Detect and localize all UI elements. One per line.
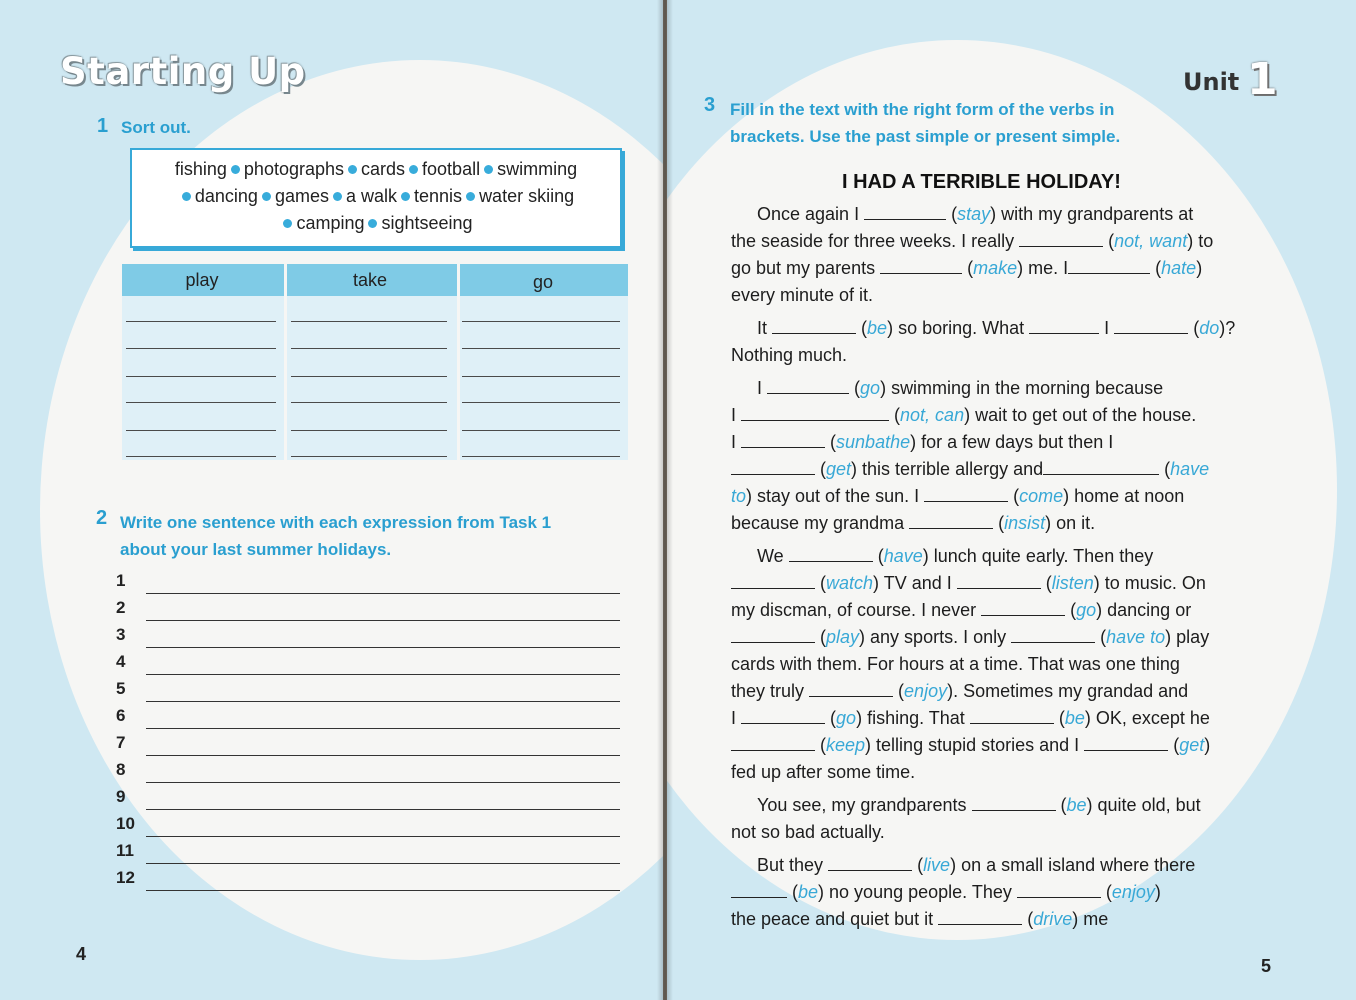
- verb-hint: live: [923, 855, 951, 875]
- answer-line[interactable]: [146, 647, 620, 648]
- column-header-take: take: [352, 270, 388, 290]
- answer-line-number: 3: [116, 625, 126, 644]
- book-gutter: [657, 0, 673, 1000]
- unit-number: 1: [1247, 54, 1278, 105]
- word-item: football: [422, 159, 481, 179]
- verb-hint: to: [731, 486, 747, 506]
- story-text: [731, 201, 1261, 939]
- table-answer-line[interactable]: [291, 402, 447, 403]
- table-answer-line[interactable]: [126, 456, 276, 457]
- verb-hint: get: [1179, 735, 1205, 755]
- answer-line[interactable]: [146, 836, 620, 837]
- story-paragraph-3: I (go) swimming in the morning because I (not, can) wait to get out of the house. I (sunbathe) for a few days but then I (get) this terrible allergy and (have to) stay out of the sun. I (come) home at noon because my grandma (insist) on it.: [731, 378, 1210, 533]
- task1-number: 1: [97, 115, 109, 137]
- story-paragraph-4: We (have) lunch quite early. Then they (watch) TV and I (listen) to music. On my discman, of course. I never (go) dancing or (play) any sports. I only (have to) play cards with them. For hours at a time. That was one thing they truly (enjoy). Sometimes my grandad and I (go) fishing. That (be) OK, except he (keep) telling stupid stories and I (get) fed up after some time.: [731, 546, 1211, 782]
- story-paragraph-2: It (be) so boring. What I (do)? Nothing much.: [731, 318, 1236, 365]
- verb-hint: go: [1076, 600, 1097, 620]
- table-answer-line[interactable]: [462, 402, 620, 403]
- answer-blank[interactable]: [957, 573, 1041, 589]
- answer-blank[interactable]: [1068, 258, 1150, 274]
- bullet-icon: [283, 219, 292, 228]
- verb-hint: do: [1199, 318, 1220, 338]
- verb-hint: listen: [1051, 573, 1094, 593]
- answer-blank[interactable]: [731, 573, 815, 589]
- bullet-icon: [409, 165, 418, 174]
- table-answer-line[interactable]: [126, 321, 276, 322]
- table-answer-line[interactable]: [462, 456, 620, 457]
- verb-hint: keep: [826, 735, 866, 755]
- word-item: games: [274, 186, 329, 206]
- verb-hint: go: [860, 378, 881, 398]
- task2-instruction-line-1: Write one sentence with each expression from Task 1: [120, 513, 552, 532]
- verb-hint: have to: [1106, 627, 1166, 647]
- verb-hint: enjoy: [904, 681, 948, 701]
- answer-line-number: 9: [116, 787, 126, 806]
- story-paragraph-6: But they (live) on a small island where there (be) no young people. They (enjoy) the peace and quiet but it (drive) me: [731, 855, 1196, 929]
- bullet-icon: [368, 219, 377, 228]
- verb-hint: stay: [957, 204, 991, 224]
- verb-hint: get: [826, 459, 852, 479]
- word-item: water skiing: [479, 186, 575, 206]
- task3-instruction-line-2: brackets. Use the past simple or present simple.: [730, 127, 1121, 146]
- answer-blank[interactable]: [767, 378, 849, 394]
- verb-hint: be: [1064, 708, 1085, 728]
- answer-blank[interactable]: [731, 459, 815, 475]
- answer-line-number: 5: [116, 679, 126, 698]
- answer-line[interactable]: [146, 809, 620, 810]
- answer-blank[interactable]: [1043, 459, 1159, 475]
- table-answer-line[interactable]: [126, 376, 276, 377]
- table-answer-line[interactable]: [462, 348, 620, 349]
- table-answer-line[interactable]: [462, 321, 620, 322]
- answer-line-number: 11: [116, 841, 134, 860]
- answer-blank[interactable]: [772, 318, 856, 334]
- answer-blank[interactable]: [909, 513, 993, 529]
- verb-hint: not, can: [900, 405, 965, 425]
- word-item: sightseeing: [381, 213, 473, 233]
- answer-blank[interactable]: [924, 486, 1008, 502]
- answer-blank[interactable]: [1029, 318, 1099, 334]
- bullet-icon: [182, 192, 191, 201]
- verb-hint: have: [883, 546, 923, 566]
- bullet-icon: [466, 192, 475, 201]
- answer-blank[interactable]: [809, 681, 893, 697]
- answer-blank[interactable]: [1011, 627, 1095, 643]
- answer-line-number: 12: [116, 868, 135, 887]
- table-answer-line[interactable]: [291, 321, 447, 322]
- bullet-icon: [484, 165, 493, 174]
- task3-instruction-line-1: Fill in the text with the right form of the verbs in: [730, 100, 1115, 119]
- table-answer-line[interactable]: [126, 430, 276, 431]
- verb-hint: hate: [1161, 258, 1197, 278]
- verb-hint: be: [1066, 795, 1087, 815]
- answer-blank[interactable]: [972, 795, 1056, 811]
- answer-line-number: 6: [116, 706, 126, 725]
- verb-hint: enjoy: [1111, 882, 1155, 902]
- verb-hint: not, want: [1114, 231, 1188, 251]
- answer-blank[interactable]: [1019, 231, 1103, 247]
- answer-line[interactable]: [146, 890, 620, 891]
- bullet-icon: [348, 165, 357, 174]
- answer-blank[interactable]: [1084, 735, 1168, 751]
- answer-blank[interactable]: [1017, 882, 1101, 898]
- word-item: camping: [296, 213, 365, 233]
- verb-hint: be: [798, 882, 819, 902]
- column-header-play: play: [185, 270, 219, 290]
- answer-line-number: 2: [116, 598, 126, 617]
- word-line-1: [138, 156, 614, 183]
- answer-blank[interactable]: [981, 600, 1065, 616]
- answer-blank[interactable]: [880, 258, 962, 274]
- verb-hint: go: [836, 708, 857, 728]
- answer-blank[interactable]: [731, 882, 787, 898]
- table-answer-line[interactable]: [291, 430, 447, 431]
- answer-line-number: 8: [116, 760, 126, 779]
- word-item: swimming: [497, 159, 578, 179]
- answer-line[interactable]: [146, 755, 620, 756]
- verb-hint: watch: [826, 573, 874, 593]
- answer-line-number: 10: [116, 814, 135, 833]
- answer-line[interactable]: [146, 593, 620, 594]
- answer-blank[interactable]: [1114, 318, 1188, 334]
- word-item: photographs: [243, 159, 345, 179]
- answer-blank[interactable]: [741, 432, 825, 448]
- task2-number: 2: [96, 507, 108, 529]
- task3-number: 3: [704, 94, 716, 116]
- answer-blank[interactable]: [731, 627, 815, 643]
- verb-hint: drive: [1033, 909, 1073, 929]
- verb-hint: insist: [1004, 513, 1046, 533]
- task1-instruction: Sort out.: [121, 118, 191, 137]
- answer-blank[interactable]: [741, 405, 889, 421]
- word-item: fishing: [174, 159, 227, 179]
- verb-hint: come: [1019, 486, 1064, 506]
- bullet-icon: [401, 192, 410, 201]
- word-box: [130, 148, 622, 248]
- column-header-go: go: [532, 272, 554, 292]
- table-answer-line[interactable]: [291, 376, 447, 377]
- answer-blank[interactable]: [938, 909, 1022, 925]
- verb-hint: sunbathe: [836, 432, 911, 452]
- answer-blank[interactable]: [741, 708, 825, 724]
- word-item: a walk: [345, 186, 398, 206]
- answer-blank[interactable]: [789, 546, 873, 562]
- word-line-3: [138, 210, 614, 237]
- word-item: tennis: [414, 186, 463, 206]
- story-paragraph-1: Once again I (stay) with my grandparents at the seaside for three weeks. I really (not, want) to go but my parents (make) me. I (hate) every minute of it.: [731, 204, 1214, 305]
- answer-line[interactable]: [146, 620, 620, 621]
- word-line-2: [138, 183, 614, 210]
- table-answer-line[interactable]: [126, 348, 276, 349]
- bullet-icon: [333, 192, 342, 201]
- verb-hint: play: [826, 627, 860, 647]
- table-answer-line[interactable]: [291, 348, 447, 349]
- sort-table: [122, 264, 628, 460]
- table-answer-line[interactable]: [291, 456, 447, 457]
- table-answer-line[interactable]: [126, 402, 276, 403]
- bullet-icon: [262, 192, 271, 201]
- answer-blank[interactable]: [828, 855, 912, 871]
- unit-label: Unit: [1183, 68, 1240, 96]
- answer-line-number: 1: [116, 571, 126, 590]
- task2-instruction-line-2: about your last summer holidays.: [120, 540, 392, 559]
- answer-line-number: 4: [116, 652, 126, 671]
- answer-blank[interactable]: [970, 708, 1054, 724]
- answer-blank[interactable]: [731, 735, 815, 751]
- table-answer-line[interactable]: [462, 430, 620, 431]
- page-number-left: 4: [76, 944, 87, 964]
- word-item: dancing: [194, 186, 258, 206]
- word-box-content: [138, 156, 614, 237]
- story-paragraph-5: You see, my grandparents (be) quite old, but not so bad actually.: [731, 795, 1201, 842]
- answer-line[interactable]: [146, 701, 620, 702]
- page-number-right: 5: [1261, 956, 1272, 976]
- word-item: cards: [361, 159, 406, 179]
- verb-hint: make: [973, 258, 1018, 278]
- answer-line[interactable]: [146, 863, 620, 864]
- answer-line[interactable]: [146, 674, 620, 675]
- answer-line[interactable]: [146, 728, 620, 729]
- bullet-icon: [231, 165, 240, 174]
- answer-blank[interactable]: [864, 204, 946, 220]
- answer-line[interactable]: [146, 782, 620, 783]
- story-title: I HAD A TERRIBLE HOLIDAY!: [842, 171, 1121, 193]
- verb-hint: have: [1170, 459, 1210, 479]
- answer-line-number: 7: [116, 733, 126, 752]
- section-heading: Starting Up: [60, 50, 306, 93]
- left-page: [0, 0, 663, 1000]
- verb-hint: be: [867, 318, 888, 338]
- table-answer-line[interactable]: [462, 376, 620, 377]
